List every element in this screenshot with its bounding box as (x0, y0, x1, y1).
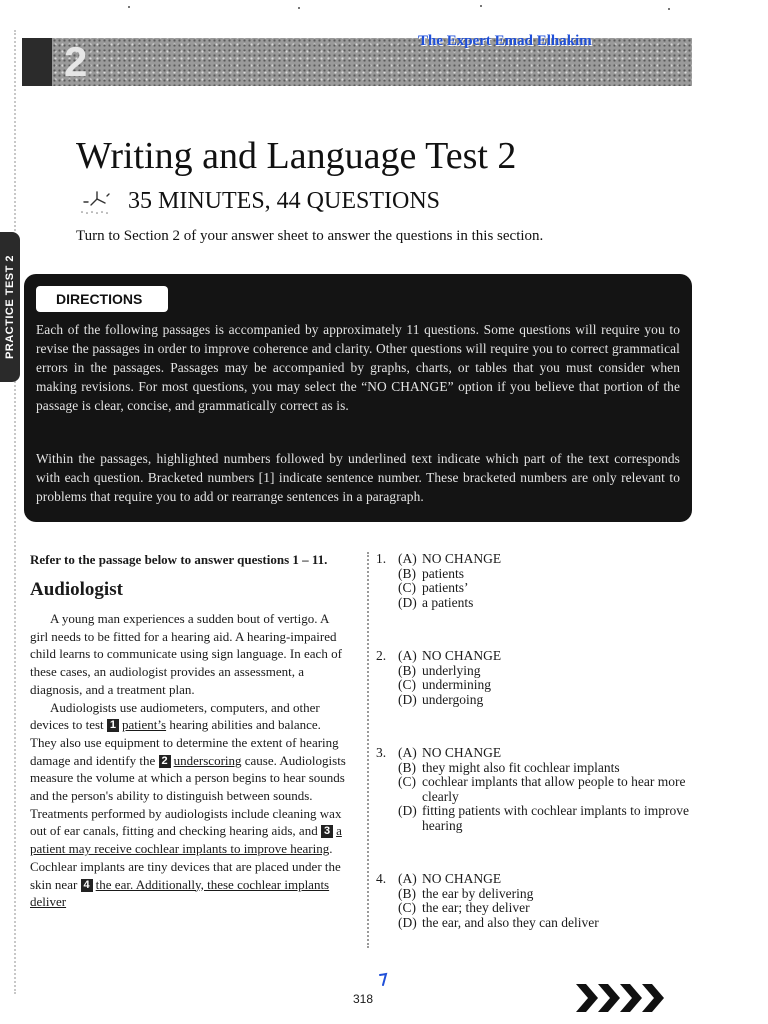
option-text: the ear, and also they can deliver (422, 914, 599, 930)
watermark: The Expert Emad Elhakim (418, 33, 592, 49)
instruction-text: Turn to Section 2 of your answer sheet to answer the questions in this section. (76, 228, 544, 244)
page-number: 318 (353, 992, 374, 1006)
passage-refer-line: Refer to the passage below to answer questions 1 – 11. (30, 552, 328, 567)
question-1 (376, 552, 716, 610)
option-text: NO CHANGE (422, 648, 502, 663)
directions-paragraph-2: Within the passages, highlighted numbers followed by underlined text indicate which part of the text corresponds with each question. Bracketed numbers [1] indicate sentence number. These bracketed numbers are only relevant to problems that require you to add or rearrange sentences in a paragraph. (36, 451, 680, 504)
underlined-text-4: the ear. Additionally, these cochlear implants deliver (30, 876, 330, 910)
option-text: the ear by delivering (422, 885, 534, 901)
question-marker-2: 2 (159, 755, 171, 768)
section-number: 2 (64, 38, 88, 85)
option-letter: (D) (398, 803, 417, 818)
option-letter: (A) (398, 871, 417, 886)
option-text: undermining (422, 677, 491, 692)
scan-border-dots (14, 30, 16, 994)
option-letter: (C) (398, 900, 416, 915)
passage-text: cause. Audiologists measure the volume at which a person begins to hear sounds and the person's ability to distinguish between sounds. Treatments performed by audiologists include cleaning wax out of ear canals, fitting and checking hearing aids, and (30, 752, 346, 839)
question-list (376, 552, 716, 969)
option-text: the ear; they deliver (422, 900, 530, 915)
answer-option[interactable] (398, 693, 716, 708)
option-letter: (B) (398, 885, 416, 901)
option-text: they might also fit cochlear implants (422, 759, 620, 775)
option-letter: (D) (398, 691, 417, 707)
answer-option[interactable] (398, 649, 716, 664)
option-text: underlying (422, 662, 481, 678)
option-letter: (B) (398, 662, 416, 678)
question-marker-1: 1 (107, 719, 119, 732)
option-letter: (A) (398, 648, 417, 663)
option-text: patients’ (422, 580, 469, 595)
answer-option[interactable] (398, 901, 716, 916)
answer-option[interactable] (398, 596, 716, 611)
option-letter: (D) (398, 914, 417, 930)
underlined-text-3: a patient may receive cochlear implants to improve hearing (30, 823, 342, 857)
option-letter: (B) (398, 759, 416, 775)
question-marker-4: 4 (81, 879, 93, 892)
timer-icon (78, 190, 116, 216)
passage-text: Audiologists use audiometers, computers, and other devices to test (30, 699, 320, 733)
underlined-text-2: underscoring (173, 752, 242, 768)
answer-option[interactable] (398, 552, 716, 567)
option-letter: (C) (398, 677, 416, 692)
option-text: cochlear implants that allow people to hear more clearly (422, 774, 686, 804)
section-header-block (22, 38, 52, 86)
option-letter: (D) (398, 594, 417, 610)
answer-option[interactable] (398, 872, 716, 887)
column-divider (367, 552, 369, 948)
answer-option[interactable] (398, 664, 716, 679)
scan-speck (668, 8, 670, 10)
option-text: undergoing (422, 691, 484, 707)
question-number: 4. (376, 871, 387, 886)
question-number: 2. (376, 648, 387, 663)
passage-body (30, 610, 346, 911)
directions-paragraph-1: Each of the following passages is accompanied by approximately 11 questions. Some questions will require you to revise the passages in order to improve coherence and clarity. Other questions will require you to correct grammatical errors in the passages. Passages may be accompanied by graphs, charts, or tables that you must consider when making revisions. For most questions, you may select the “NO CHANGE” option if you believe that portion of the passage is clear, concise, and grammatically correct as is. (36, 322, 680, 413)
passage-text: hearing abilities and balance. They also use equipment to determine the extent of hearing damage and identify the (30, 717, 339, 768)
answer-option[interactable] (398, 804, 716, 833)
answer-option[interactable] (398, 581, 716, 596)
scan-speck (128, 6, 130, 8)
answer-option[interactable] (398, 567, 716, 582)
answer-option[interactable] (398, 761, 716, 776)
option-text: NO CHANGE (422, 551, 502, 566)
option-letter: (A) (398, 551, 417, 566)
directions-label: DIRECTIONS (36, 286, 168, 312)
option-letter: (C) (398, 580, 416, 595)
scan-speck (480, 5, 482, 7)
question-number: 3. (376, 745, 387, 760)
question-marker-3: 3 (321, 825, 333, 838)
question-2 (376, 649, 716, 707)
side-tab-label: PRACTICE TEST 2 (4, 254, 16, 360)
option-text: NO CHANGE (422, 745, 502, 760)
answer-option[interactable] (398, 916, 716, 931)
page-title: Writing and Language Test 2 (76, 135, 517, 177)
handwritten-mark-icon (378, 972, 388, 986)
passage-text: . Cochlear implants are tiny devices that are placed under the skin near (30, 841, 341, 892)
answer-option[interactable] (398, 746, 716, 761)
option-text: a patients (422, 594, 474, 610)
answer-option[interactable] (398, 887, 716, 902)
passage-paragraph-2 (30, 699, 346, 911)
test-subtitle: 35 MINUTES, 44 QUESTIONS (128, 188, 440, 214)
option-letter: (C) (398, 774, 416, 789)
option-text: fitting patients with cochlear implants to improve hearing (422, 803, 689, 833)
option-letter: (B) (398, 565, 416, 581)
question-3 (376, 746, 716, 833)
option-text: NO CHANGE (422, 871, 502, 886)
option-text: patients (422, 565, 464, 581)
scan-speck (298, 7, 300, 9)
answer-option[interactable] (398, 678, 716, 693)
question-4 (376, 872, 716, 930)
underlined-text-1: patient’s (122, 717, 167, 733)
passage-paragraph-1: A young man experiences a sudden bout of vertigo. A girl needs to be fitted for a hearing aid. A hearing-impaired child learns to communicate using sign language. In each of these cases, an audiologist provides an assessment, a diagnosis, and a treatment plan. (30, 611, 342, 697)
passage-title: Audiologist (30, 579, 123, 600)
question-number: 1. (376, 551, 387, 566)
answer-option[interactable] (398, 775, 716, 804)
option-letter: (A) (398, 745, 417, 760)
next-arrows-icon (574, 980, 684, 1016)
